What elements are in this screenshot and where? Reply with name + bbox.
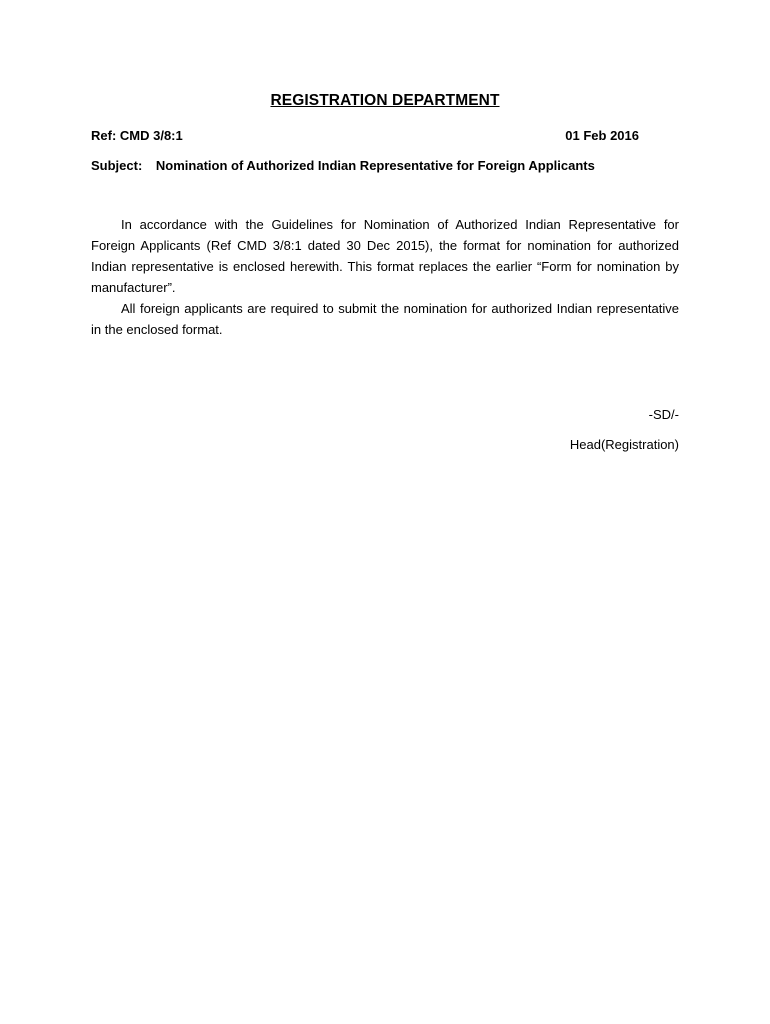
reference-row — [91, 128, 639, 143]
signature-mark: -SD/- — [648, 407, 679, 422]
body-paragraph: In accordance with the Guidelines for Nomination of Authorized Indian Representative for Foreign Applicants (Ref CMD 3/8:1 dated 30 Dec 2015), the format for nomination for authorized Indian representative is enclosed herewith. This format replaces the earlier “Form for nomination by manufacturer”. — [91, 217, 679, 295]
subject-text: Nomination of Authorized Indian Representative for Foreign Applicants — [155, 158, 595, 173]
signatory-title: Head(Registration) — [569, 437, 679, 452]
subject-line — [91, 158, 691, 173]
document-date: 01 Feb 2016 — [565, 128, 639, 143]
reference-number: Ref: CMD 3/8:1 — [91, 128, 183, 143]
document-title: REGISTRATION DEPARTMENT — [270, 92, 500, 109]
subject-label: Subject: — [91, 158, 143, 173]
body-paragraph: All foreign applicants are required to submit the nomination for authorized Indian representative in the enclosed format. — [91, 301, 679, 337]
